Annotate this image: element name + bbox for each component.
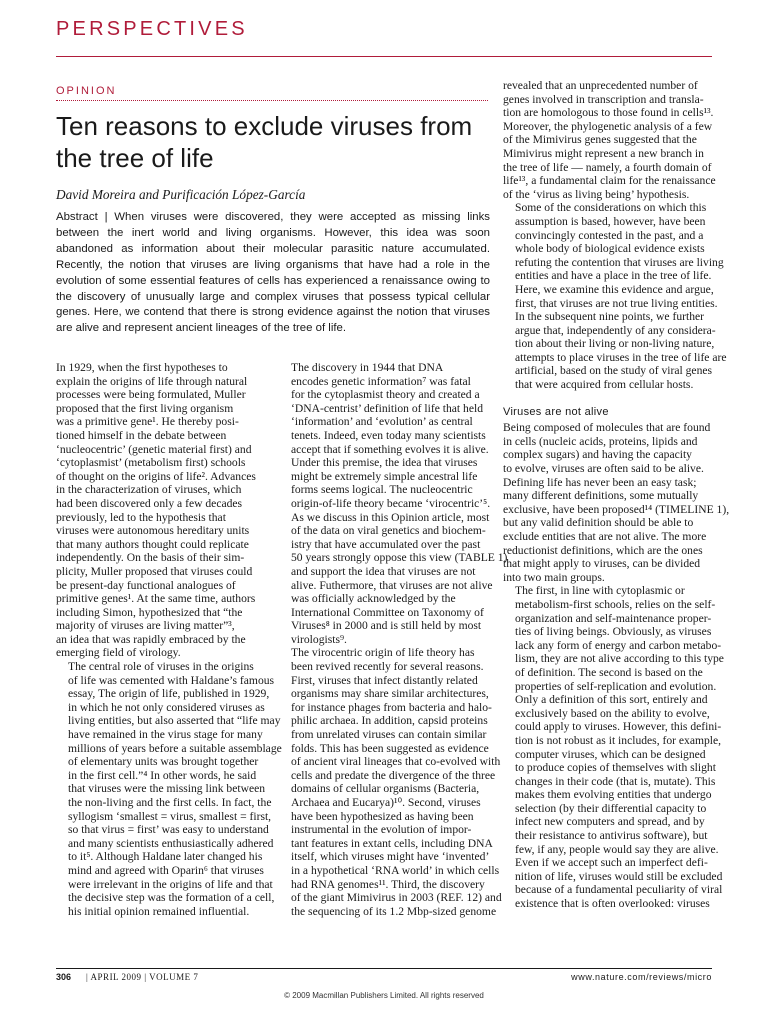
text-line: Here, we examine this evidence and argue,: [515, 282, 714, 296]
text-line: The central role of viruses in the origins: [68, 660, 254, 674]
text-line: metabolism-first schools, relies on the self-: [515, 597, 716, 611]
text-line: The first, in line with cytoplasmic or: [515, 584, 685, 598]
text-line: majority of viruses are living matter”³,: [56, 619, 235, 633]
text-line: lism, they are not alive according to this type: [515, 652, 724, 666]
text-line: instrumental in the evolution of impor-: [291, 823, 472, 837]
text-line: living entities, but also asserted that “life may: [68, 714, 281, 728]
issue-info: | APRIL 2009 | VOLUME 7: [86, 972, 199, 982]
text-line: could apply to viruses. However, this defini-: [515, 720, 722, 734]
page-number: 306: [56, 972, 72, 982]
text-line: because of a fundamental peculiarity of viral: [515, 883, 723, 897]
text-line: virologists⁹.: [291, 632, 347, 646]
text-line: assumption is based, however, have been: [515, 214, 706, 228]
text-line: for the cytoplasmist theory and created a: [291, 388, 480, 402]
text-line: tion about their living or non-living nature,: [515, 337, 715, 351]
text-line: Moreover, the phylogenetic analysis of a few: [503, 119, 713, 133]
text-line: of the ‘virus as living being’ hypothesis.: [503, 187, 690, 201]
text-line: had been discovered only a few decades: [56, 496, 243, 510]
text-line: itself, which viruses might have ‘invented’: [291, 850, 490, 864]
text-line: that were acquired from cellular hosts.: [515, 378, 694, 392]
text-line: The virocentric origin of life theory has: [291, 646, 475, 660]
text-line: ‘nucleocentric’ (genetic material first) and: [56, 442, 252, 456]
text-line: previously, led to the hypothesis that: [56, 510, 226, 524]
text-line: in cells (nucleic acids, proteins, lipids and: [503, 434, 698, 448]
text-line: including Simon, hypothesized that “the: [56, 605, 243, 619]
text-line: explain the origins of life through natural: [56, 374, 248, 388]
text-line: istry that have accumulated over the past: [291, 537, 481, 551]
text-line: As we discuss in this Opinion article, most: [291, 510, 490, 524]
text-line: of ancient viral lineages that co-evolved with: [291, 755, 501, 769]
text-line: the decisive step was the formation of a cell,: [68, 891, 275, 905]
journal-url[interactable]: www.nature.com/reviews/micro: [571, 972, 712, 982]
copyright: © 2009 Macmillan Publishers Limited. All rights reserved: [284, 991, 484, 1000]
text-line: First, viruses that infect distantly related: [291, 673, 478, 687]
paragraph: [503, 201, 727, 392]
text-line: of elementary units was brought together: [68, 755, 259, 769]
paragraph: [279, 361, 508, 646]
body-column-1: [56, 361, 282, 918]
text-line: millions of years before a suitable assemblage: [68, 741, 282, 755]
text-line: Archaea and Eucarya)¹⁰. Second, viruses: [291, 796, 481, 809]
text-line: cells and predate the divergence of the three: [291, 768, 496, 782]
text-line: few, if any, people would say they are alive.: [515, 842, 719, 856]
text-line: and support the idea that viruses are not: [291, 564, 476, 578]
text-line: the sequencing of its 1.2 Mbp-sized genome: [291, 904, 497, 918]
text-line: in a hypothetical ‘RNA world’ in which cells: [291, 863, 500, 877]
text-line: of thought on the origins of life². Advances: [56, 469, 256, 483]
text-line: processes were being formulated, Muller: [56, 388, 246, 402]
text-line: encodes genetic information⁷ was fatal: [291, 374, 471, 388]
text-line: that viruses were the missing link between: [68, 782, 266, 796]
text-line: might be extremely simple ancestral life: [291, 469, 478, 483]
section-heading: Viruses are not alive: [503, 405, 609, 418]
text-line: tion is not robust as it includes, for example,: [515, 733, 722, 747]
text-line: Only a definition of this sort, entirely and: [515, 693, 708, 707]
text-line: plicity, Muller proposed that viruses could: [56, 564, 253, 578]
text-line: an idea that was rapidly embraced by the: [56, 632, 246, 646]
text-line: selection (by their differential capacity to: [515, 801, 707, 815]
text-line: revealed that an unprecedented number of: [503, 79, 698, 92]
text-line: tion are homologous to those found in cells¹³.: [503, 106, 714, 120]
text-line: for instance phages from bacteria and halo-: [291, 700, 492, 714]
text-line: Being composed of molecules that are found: [503, 421, 711, 435]
text-line: to it⁵. Although Haldane later changed his: [68, 850, 263, 864]
text-line: was a primitive gene¹. He thereby posi-: [56, 415, 239, 429]
text-line: artificial, based on the study of viral genes: [515, 364, 713, 378]
text-line: his initial opinion remained influential.: [68, 904, 250, 918]
header-rule: [56, 56, 712, 57]
text-line: in the first cell.”⁴ In other words, he said: [68, 768, 257, 782]
text-line: the non-living and the first cells. In fact, the: [68, 796, 272, 809]
paragraph: [503, 856, 723, 911]
text-line: attempts to place viruses in the tree of life are: [515, 350, 727, 364]
text-line: from unrelated viruses can contain similar: [291, 728, 487, 742]
text-line: in which he not only considered viruses as: [68, 700, 265, 714]
text-line: to produce copies of themselves with slight: [515, 761, 716, 775]
abstract: Abstract | When viruses were discovered, they were accepted as missing links between the inert world and living organisms. However, this idea was soon abandoned as information about their molecular parasitic nature accumulated. Recently, the notion that viruses are living organisms that have had a role in the evolution of some essential features of cells has experienced a renaissance owing to the discovery of unusually large and complex viruses that possess typical cellular genes. Here, we contend that there is strong evidence against the notion that viruses are alive and represent ancient lineages of the tree of life.: [56, 211, 490, 335]
text-line: that many authors thought could replicate: [56, 537, 249, 551]
text-line: been revived recently for several reasons.: [291, 660, 484, 674]
text-line: makes them evolving entities that undergo: [515, 788, 712, 802]
text-line: first, that viruses are not true living entities.: [515, 296, 718, 310]
text-line: exclusive, have been proposed¹⁴ (TIMELINE 1),: [503, 502, 730, 516]
article-title: Ten reasons to exclude viruses from the tree of life: [56, 111, 473, 173]
text-line: exclude entities that are not alive. The more: [503, 530, 707, 543]
text-line: was officially acknowledged by the: [291, 592, 456, 606]
text-line: had RNA genomes¹¹. Third, the discovery: [291, 877, 485, 891]
text-line: primitive genes¹. At the same time, authors: [56, 592, 256, 606]
text-line: exclusively based on the ability to evolve,: [515, 706, 710, 720]
text-line: into two main groups.: [503, 570, 605, 584]
paragraph: [56, 660, 282, 918]
text-line: folds. This has been suggested as evidence: [291, 741, 489, 755]
paragraph: [56, 361, 268, 660]
text-line: of the data on viral genetics and biochem-: [291, 524, 486, 538]
text-line: were irrelevant in the origins of life and that: [68, 877, 273, 891]
text-line: have remained in the virus stage for many: [68, 728, 263, 742]
text-line: In the subsequent nine points, we further: [515, 310, 704, 324]
text-line: alive. Futhermore, that viruses are not alive: [291, 578, 493, 592]
body-column-2: [279, 361, 508, 918]
text-line: reductionist definitions, which are the ones: [503, 543, 703, 557]
paragraph: [503, 79, 715, 201]
authors: David Moreira and Purificación López-García: [56, 187, 306, 202]
text-line: ‘DNA-centrist’ definition of life that held: [291, 401, 483, 415]
text-line: argue that, independently of any considera-: [515, 323, 716, 337]
opinion-rule: [56, 100, 488, 101]
text-line: but any valid definition should be able to: [503, 516, 694, 530]
text-line: origin-of-life theory became ‘virocentric’⁵.: [291, 496, 491, 510]
text-line: syllogism ‘smallest = virus, smallest = first,: [68, 809, 272, 823]
footer-rule: [56, 968, 712, 969]
text-line: Defining life has never been an easy task;: [503, 475, 697, 489]
text-line: convincingly contested in the past, and a: [515, 228, 704, 242]
text-line: entities and have a place in the tree of life.: [515, 269, 712, 283]
text-line: infect new computers and spread, and by: [515, 815, 705, 829]
text-line: organisms may share similar architectures,: [291, 687, 489, 701]
text-line: of the giant Mimivirus in 2003 (REF. 12) and: [291, 891, 502, 905]
text-line: Even if we accept such an imperfect defi-: [515, 856, 708, 870]
text-line: computer viruses, which can be designed: [515, 747, 706, 761]
text-line: genes involved in transcription and transla-: [503, 92, 704, 106]
text-line: forms seems logical. The nucleocentric: [291, 483, 473, 497]
opinion-label: OPINION: [56, 85, 117, 97]
text-line: their resistance to antivirus software), but: [515, 829, 708, 843]
text-line: that might apply to viruses, can be divided: [503, 557, 701, 571]
text-line: International Committee on Taxonomy of: [291, 605, 484, 619]
text-line: proposed that the first living organism: [56, 401, 234, 415]
text-line: accept that if something evolves it is alive.: [291, 442, 489, 456]
text-line: tenets. Indeed, even today many scientists: [291, 428, 486, 442]
text-line: nition of life, viruses would still be excluded: [515, 869, 723, 883]
text-line: viruses were autonomous hereditary units: [56, 524, 250, 538]
paragraph: [503, 421, 730, 584]
text-line: complex sugars) and having the capacity: [503, 448, 692, 462]
text-line: In 1929, when the first hypotheses to: [56, 361, 228, 374]
text-line: existence that is often overlooked: viruses: [515, 897, 710, 911]
section-header: PERSPECTIVES: [56, 18, 248, 40]
text-line: tioned himself in the debate between: [56, 428, 227, 442]
text-line: Viruses⁸ in 2000 and is still held by most: [291, 619, 482, 633]
text-line: The discovery in 1944 that DNA: [291, 361, 444, 374]
text-line: many different definitions, some mutually: [503, 489, 699, 503]
paragraph: [503, 584, 724, 856]
text-line: Mimivirus might represent a new branch in: [503, 146, 704, 160]
text-line: of definition. The second is based on the: [515, 665, 703, 679]
text-line: Under this premise, the idea that viruses: [291, 456, 478, 470]
text-line: whole body of biological evidence exists: [515, 242, 705, 256]
text-line: independently. On the basis of their sim-: [56, 551, 245, 565]
body-column-3: [503, 79, 730, 911]
text-line: tant features in extant cells, including DNA: [291, 836, 493, 850]
text-line: philic archaea. In addition, capsid proteins: [291, 714, 488, 728]
text-line: changes in their code (that is, mutate). This: [515, 774, 716, 788]
text-line: have been hypothesized as having been: [291, 809, 474, 823]
text-line: refuting the contention that viruses are living: [515, 255, 724, 269]
paragraph: [279, 646, 502, 918]
text-line: 50 years strongly oppose this view (TABLE 1): [291, 551, 508, 565]
text-line: ‘cytoplasmist’ (metabolism first) schools: [56, 456, 246, 470]
text-line: ties of living beings. Obviously, as viruses: [515, 625, 712, 639]
text-line: of life was cemented with Haldane’s famous: [68, 673, 275, 687]
text-line: so that virus = first’ was easy to understand: [68, 823, 269, 837]
text-line: emerging field of virology.: [56, 646, 181, 660]
text-line: mind and agreed with Oparin⁶ that viruses: [68, 863, 264, 877]
text-line: life¹³, a fundamental claim for the renaissance: [503, 174, 716, 188]
text-line: essay, The origin of life, published in 1929,: [68, 687, 270, 701]
text-line: ‘information’ and ‘evolution’ as central: [291, 415, 473, 429]
text-line: organization and self-maintenance proper-: [515, 611, 712, 625]
text-line: properties of self-replication and evolution.: [515, 679, 717, 693]
text-line: in the characterization of viruses, which: [56, 483, 242, 497]
text-line: the tree of life — namely, a fourth domain of: [503, 160, 712, 174]
text-line: and many scientists enthusiastically adhered: [68, 836, 274, 850]
text-line: domains of cellular organisms (Bacteria,: [291, 782, 480, 796]
text-line: be present-day functional analogues of: [56, 578, 236, 592]
text-line: of the Mimivirus genes suggested that the: [503, 133, 697, 147]
text-line: Some of the considerations on which this: [515, 201, 707, 215]
text-line: lack any form of energy and carbon metabo-: [515, 638, 722, 652]
text-line: to evolve, viruses are often said to be alive.: [503, 462, 704, 476]
